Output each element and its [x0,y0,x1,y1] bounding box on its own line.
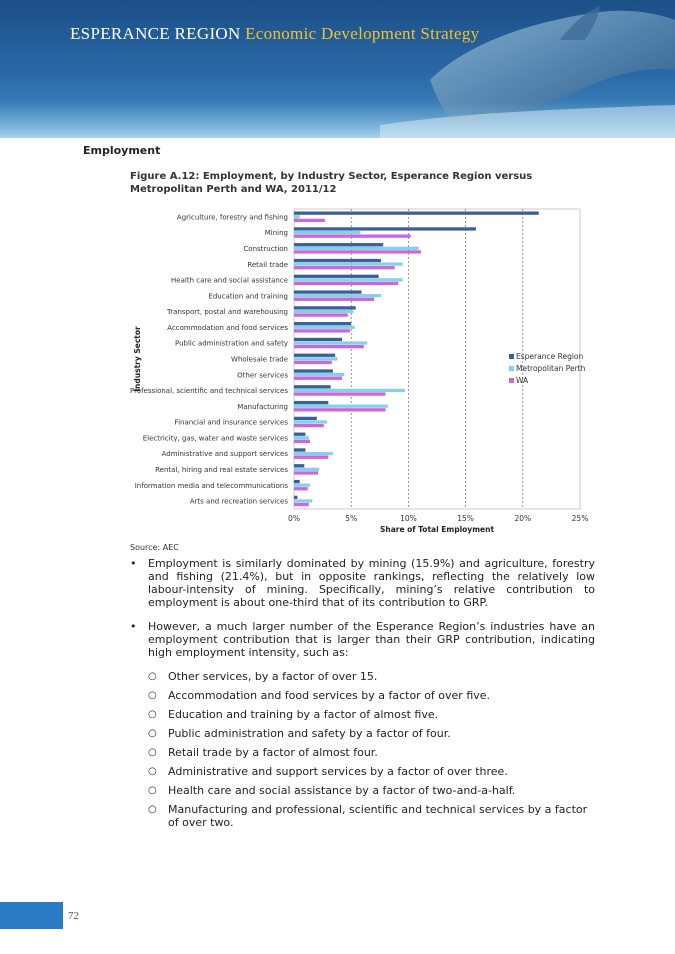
bar [294,373,344,376]
category-label: Rental, hiring and real estate services [155,466,288,475]
bar [294,452,333,455]
sub-bullet-item [130,765,595,778]
circle-bullet-icon: ○ [148,804,157,815]
bar [294,377,342,380]
bar [294,247,419,250]
x-tick-label: 10% [400,514,417,523]
legend-swatch [509,366,514,371]
bar [294,290,361,293]
circle-bullet-icon: ○ [148,728,157,739]
bar [294,436,309,439]
sub-bullet-item [130,670,595,683]
bar [294,464,304,467]
sub-bullet-text: Manufacturing and professional, scientific and technical services by a factor of over two. [168,803,588,829]
bar [294,294,381,297]
bar [294,259,381,262]
sub-bullet-text: Accommodation and food services by a factor of over five. [168,689,491,702]
bar [294,448,305,451]
employment-bar-chart [128,205,598,535]
bullet-dot-icon: • [130,620,137,633]
bar [294,341,367,344]
bullet-text: However, a much larger number of the Esperance Region’s industries have an employment contribution that is larger than their GRP contribution, indicating high employment intensity, such as: [148,620,595,659]
legend-swatch [509,378,514,383]
circle-bullet-icon: ○ [148,785,157,796]
bar [294,456,328,459]
legend-swatch [509,354,514,359]
category-label: Administrative and support services [161,450,288,459]
bar [294,275,379,278]
sub-bullet-item [130,727,595,740]
category-label: Wholesale trade [231,355,288,364]
bullet-text: Employment is similarly dominated by mining (15.9%) and agriculture, forestry and fishing (21.4%), but in opposite rankings, reflecting the relatively low labour-intensity of mining. Specifically, mining’s relative contribution to employment is about one-third that of its contribution to GRP. [148,557,595,609]
category-label: Arts and recreation services [189,497,288,506]
bar [294,227,476,230]
bar [294,262,403,265]
bar [294,405,388,408]
bar [294,322,351,325]
bar [294,354,335,357]
bar [294,468,319,471]
x-tick-label: 0% [288,514,300,523]
bar [294,345,364,348]
category-label: Education and training [208,292,288,301]
sub-bullet-text: Public administration and safety by a factor of four. [168,727,451,740]
bar [294,433,305,436]
category-label: Health care and social assistance [171,276,288,285]
bar [294,401,328,404]
category-label: Mining [264,229,288,238]
category-label: Information media and telecommunications [134,481,288,490]
bar [294,326,355,329]
header-banner [0,0,675,138]
category-label: Public administration and safety [174,339,288,348]
category-label: Construction [243,244,288,253]
source-note: Source: AEC [130,543,179,552]
bar [294,282,398,285]
bar [294,243,383,246]
bar [294,484,310,487]
bar [294,310,353,313]
bullet-item [130,557,595,609]
sub-bullet-text: Other services, by a factor of over 15. [168,670,378,683]
category-label: Professional, scientific and technical services [129,387,288,396]
section-heading: Employment [83,144,161,157]
bar [294,338,342,341]
header-title-region: ESPERANCE REGION [70,24,241,43]
bar [294,215,300,218]
bullet-item [130,620,595,659]
category-label: Electricity, gas, water and waste services [142,434,288,443]
bar [294,266,395,269]
bar [294,357,337,360]
sub-bullet-item [130,708,595,721]
bar [294,385,331,388]
category-label: Manufacturing [237,402,288,411]
bar [294,408,386,411]
bar [294,369,333,372]
bar [294,306,356,309]
x-tick-label: 25% [571,514,589,523]
bar [294,471,318,474]
circle-bullet-icon: ○ [148,709,157,720]
sub-bullet-text: Education and training by a factor of almost five. [168,708,439,721]
sub-bullet-item [130,746,595,759]
page-number: 72 [68,910,79,922]
category-label: Agriculture, forestry and fishing [176,213,288,222]
legend-label: Esperance Region [516,352,584,361]
page-number-tab [0,902,63,929]
bar [294,487,308,490]
header-title [70,24,479,44]
dolphin-illustration [0,0,675,138]
sub-bullet-text: Health care and social assistance by a factor of two-and-a-half. [168,784,516,797]
sub-bullet-text: Administrative and support services by a factor of over three. [168,765,508,778]
bar [294,503,309,506]
bar [294,496,297,499]
circle-bullet-icon: ○ [148,766,157,777]
category-label: Other services [237,371,288,380]
bar [294,440,310,443]
category-label: Accommodation and food services [167,323,288,332]
bar [294,499,312,502]
bar [294,231,360,234]
bar [294,392,386,395]
bar [294,219,325,222]
legend-label: WA [516,376,529,385]
sub-bullet-list [130,670,595,829]
x-tick-label: 15% [457,514,474,523]
bar [294,298,374,301]
bar [294,278,403,281]
bar [294,250,421,253]
bar [294,313,348,316]
circle-bullet-icon: ○ [148,747,157,758]
category-label: Retail trade [247,260,288,269]
category-label: Transport, postal and warehousing [167,308,288,317]
bullet-list [130,557,595,835]
bar [294,361,332,364]
sub-bullet-text: Retail trade by a factor of almost four. [168,746,378,759]
bar [294,234,411,237]
bar [294,329,350,332]
bar [294,480,300,483]
category-label: Financial and insurance services [174,418,288,427]
bar [294,389,405,392]
legend-label: Metropolitan Perth [516,364,586,373]
figure-caption: Figure A.12: Employment, by Industry Sector, Esperance Region versus Metropolitan Perth and WA, 2011/12 [130,171,533,195]
bar [294,417,317,420]
x-axis-label: Share of Total Employment [379,525,495,534]
bullet-dot-icon: • [130,557,137,570]
bar [294,420,327,423]
bar [294,211,539,214]
bar [294,424,324,427]
header-title-strategy: Economic Development Strategy [245,24,480,43]
circle-bullet-icon: ○ [148,690,157,701]
sub-bullet-item [130,803,595,829]
y-axis-label: Industry Sector [133,326,142,392]
sub-bullet-item [130,689,595,702]
sub-bullet-item [130,784,595,797]
x-tick-label: 20% [514,514,532,523]
circle-bullet-icon: ○ [148,671,157,682]
x-tick-label: 5% [345,514,358,523]
